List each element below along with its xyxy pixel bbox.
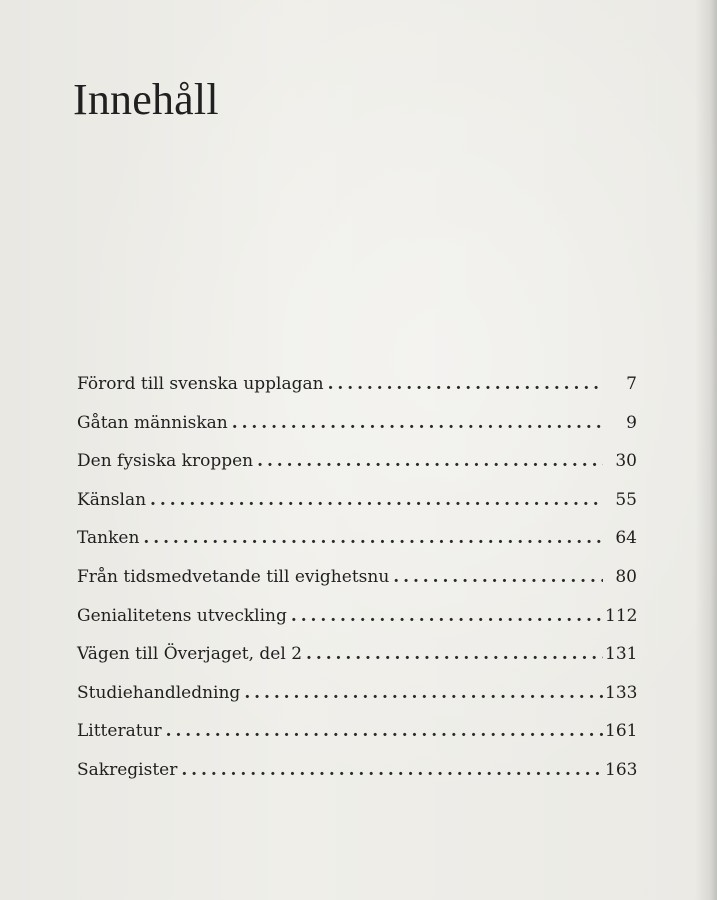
toc-leader-dots [393, 562, 603, 592]
toc-entry-title: Litteratur [77, 721, 162, 742]
toc-entry-page: 9 [626, 412, 637, 433]
toc-entry [77, 446, 637, 485]
toc-entry [77, 678, 637, 717]
toc-leader-dots [181, 755, 603, 785]
toc-leader-dots [143, 523, 603, 553]
toc-entry-title: Från tidsmedvetande till evighetsnu [77, 566, 390, 587]
toc-entry-page: 131 [605, 644, 638, 665]
toc-entry-page: 112 [605, 605, 638, 626]
toc-entry-page: 161 [605, 721, 638, 742]
toc-entry [77, 601, 637, 640]
toc-entry-page: 163 [605, 759, 638, 780]
toc-entry [77, 369, 637, 408]
toc-entry-title: Gåtan människan [77, 412, 228, 433]
toc-entry [77, 562, 637, 601]
toc-entry-page: 30 [615, 451, 637, 472]
toc-leader-dots [166, 716, 603, 746]
toc-entry [77, 755, 637, 794]
table-of-contents [77, 369, 637, 794]
page-edge-shadow [695, 0, 717, 900]
toc-entry-page: 7 [626, 374, 637, 394]
toc-leader-dots [232, 408, 603, 438]
toc-entry-page: 64 [615, 528, 637, 549]
toc-entry-page: 80 [615, 566, 637, 587]
toc-entry-title: Genialitetens utveckling [77, 605, 287, 626]
toc-entry-page: 55 [615, 489, 637, 510]
toc-entry-title: Den fysiska kroppen [77, 451, 254, 472]
toc-entry-title: Vägen till Överjaget, del 2 [77, 644, 303, 665]
toc-leader-dots [291, 601, 603, 631]
toc-entry-page: 133 [605, 682, 638, 703]
toc-entry [77, 523, 637, 562]
toc-entry-title: Tanken [77, 528, 140, 549]
toc-entry-title: Studiehandledning [77, 682, 241, 703]
toc-leader-dots [306, 639, 603, 669]
toc-entry [77, 639, 637, 678]
toc-entry-title: Förord till svenska upplagan [77, 374, 324, 394]
toc-entry [77, 716, 637, 755]
toc-entry-title: Sakregister [77, 759, 178, 780]
toc-entry [77, 485, 637, 524]
toc-leader-dots [257, 446, 603, 476]
toc-entry [77, 408, 637, 447]
toc-leader-dots [150, 485, 603, 515]
toc-entry-title: Känslan [77, 489, 147, 510]
page-title: Innehåll [73, 75, 219, 124]
toc-leader-dots [328, 369, 603, 399]
toc-leader-dots [244, 678, 603, 708]
